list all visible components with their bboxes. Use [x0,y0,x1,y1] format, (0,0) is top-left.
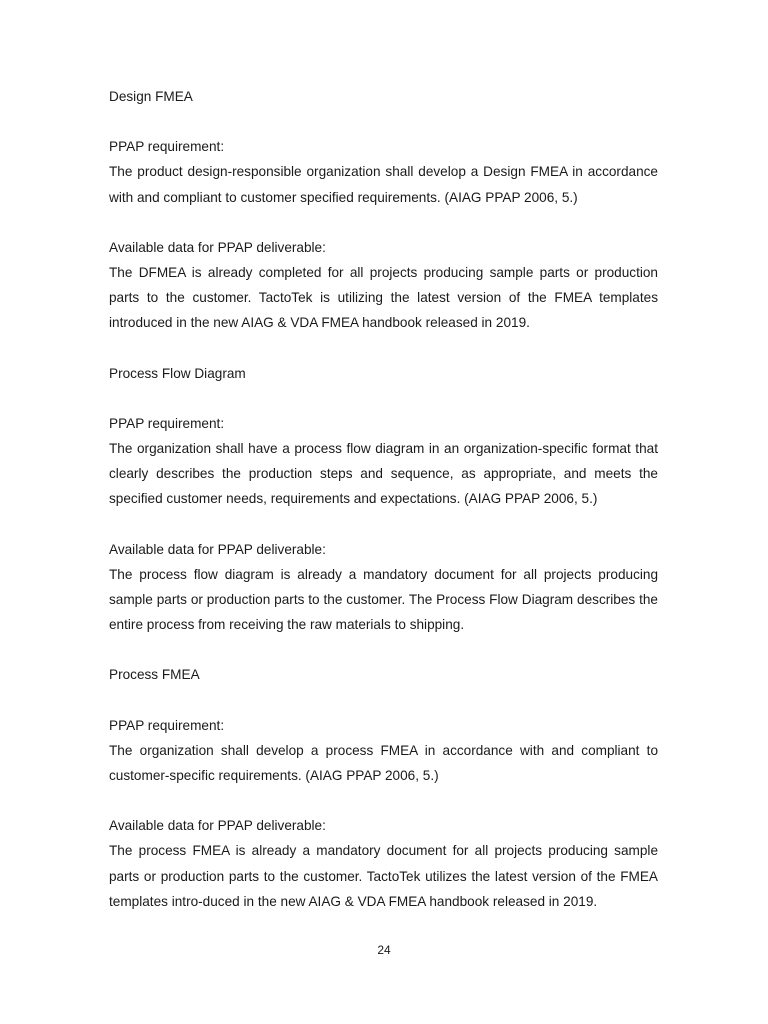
spacer [109,386,658,411]
deliverable-text: The DFMEA is already completed for all projects producing sample parts or production parts to the customer. TactoTek is utilizing the latest version of the FMEA templates introduced in the new AIAG & VDA FMEA handbook released in 2019. [109,265,658,331]
spacer [109,788,658,813]
spacer [109,688,658,713]
section-heading-process-fmea: Process FMEA [109,667,200,683]
deliverable-label: Available data for PPAP deliverable: [109,541,326,557]
requirement-label: PPAP requirement: [109,415,225,431]
spacer [109,512,658,537]
requirement-text: The organization shall develop a process FMEA in accordance with and compliant to customer-specific requirements. (AIAG PPAP 2006, 5.) [109,742,658,784]
section-heading-design-fmea: Design FMEA [109,89,193,104]
spacer [109,336,658,361]
deliverable-label: Available data for PPAP deliverable: [109,239,326,255]
page-number: 24 [377,943,391,957]
section-heading-process-flow-diagram: Process Flow Diagram [109,365,246,381]
requirement-text: The organization shall have a process flow diagram in an organization-specific format that clearly describes the production steps and sequence, as appropriate, and meets the specified customer needs, requirements and expectations. (AIAG PPAP 2006, 5.) [109,441,658,507]
deliverable-text: The process FMEA is already a mandatory document for all projects producing sample parts or production parts to the customer. TactoTek utilizes the latest version of the FMEA templates intro-duced in the new AIAG & VDA FMEA handbook released in 2019. [109,843,658,909]
requirement-label: PPAP requirement: [109,139,225,155]
spacer [109,109,658,134]
requirement-label: PPAP requirement: [109,717,225,733]
spacer [109,637,658,662]
deliverable-label: Available data for PPAP deliverable: [109,818,326,834]
page-body [109,84,658,914]
deliverable-text: The process flow diagram is already a mandatory document for all projects producing sample parts or production parts to the customer. The Process Flow Diagram describes the entire process from receiving the raw materials to shipping. [109,566,658,633]
requirement-text: The product design-responsible organization shall develop a Design FMEA in accordance with and compliant to customer specified requirements. (AIAG PPAP 2006, 5.) [109,164,658,205]
spacer [109,210,658,235]
